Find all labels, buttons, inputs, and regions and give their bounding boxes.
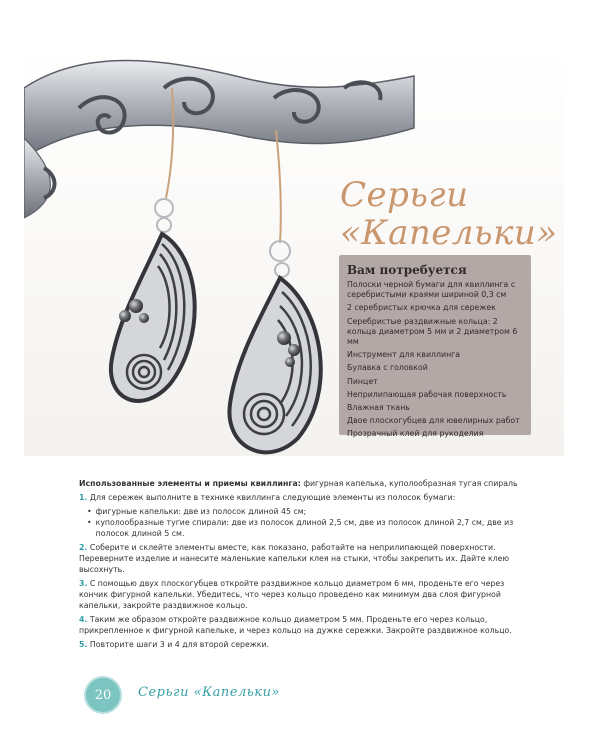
instructions: [79, 478, 534, 653]
materials-item: Инструмент для квиллинга: [347, 350, 461, 360]
materials-item: Пинцет: [347, 376, 378, 386]
materials-item: Серебристые раздвижные кольца: 2 кольца диаметром 5 мм и 2 диаметром 6 мм: [347, 316, 518, 347]
step-3: [79, 578, 534, 611]
materials-list: [347, 280, 523, 440]
materials-box: [339, 255, 531, 439]
step-2: [79, 542, 534, 575]
bullet-text: куполообразные тугие спирали: две из полосок длиной 2,5 см, две из полосок длиной 2,7 см, две из полосок длиной 5 см.: [95, 518, 514, 538]
page-number: 20: [94, 687, 112, 703]
step-1: [79, 492, 534, 503]
step-text: Таким же образом откройте раздвижное кольцо диаметром 5 мм. Проденьте его через кольцо, прикрепленное к фигурной капельке, и через кольцо на дужке сережки. Закройте раздвижное кольцо.: [79, 615, 512, 635]
footer-title: Серьги «Капельки»: [138, 685, 280, 700]
step-number: 2.: [79, 543, 88, 552]
materials-item: 2 серебристых крючка для сережек: [347, 303, 496, 313]
materials-item: Двое плоскогубцев для ювелирных работ: [347, 416, 520, 426]
step-4: [79, 614, 534, 636]
materials-item: Прозрачный клей для рукоделия: [347, 429, 484, 439]
materials-item: Неприлипающая рабочая поверхность: [347, 389, 507, 399]
materials-heading: Вам потребуется: [347, 263, 467, 277]
title-line-2: «Капельки»: [340, 213, 558, 253]
step-number: 5.: [79, 640, 88, 649]
bullet-dot: •: [87, 507, 92, 516]
page-footer: [84, 676, 384, 716]
bullet-item: [87, 517, 534, 539]
step-text: Соберите и склейте элементы вместе, как показано, работайте на неприлипающей поверхности. Переверните изделие и нанесите маленькие капельки клея на стыки, чтобы закрепить их. Дайте клею высохнуть.: [79, 543, 510, 574]
materials-item: Полоски черной бумаги для квиллинга с серебристыми краями шириной 0,3 см: [347, 280, 516, 300]
materials-item: Влажная ткань: [347, 403, 410, 413]
intro-label: Использованные элементы и приемы квиллинга:: [79, 479, 301, 488]
step-number: 3.: [79, 579, 88, 588]
materials-item: Булавка с головкой: [347, 363, 428, 373]
bullet-item: [87, 506, 534, 517]
step-text: Повторите шаги 3 и 4 для второй сережки.: [89, 640, 270, 649]
instructions-intro: [79, 478, 534, 489]
page-number-badge: [84, 676, 122, 714]
step-number: 1.: [79, 493, 88, 502]
bullet-dot: •: [87, 518, 92, 527]
title-line-1: Серьги: [340, 175, 469, 215]
step-5: [79, 639, 534, 650]
page-title: [340, 176, 580, 252]
bullet-text: фигурные капельки: две из полосок длиной 45 см;: [95, 507, 307, 516]
intro-text: фигурная капелька, куполообразная тугая спираль: [300, 479, 518, 488]
step-text: С помощью двух плоскогубцев откройте раздвижное кольцо диаметром 6 мм, проденьте его через кончик фигурной капельки. Убедитесь, что через кольцо проведено как минимум два слоя фигурной капельки, закройте раздвижное кольцо.: [79, 579, 505, 610]
step-text: Для сережек выполните в технике квиллинга следующие элементы из полосок бумаги:: [89, 493, 456, 502]
step-number: 4.: [79, 615, 88, 624]
